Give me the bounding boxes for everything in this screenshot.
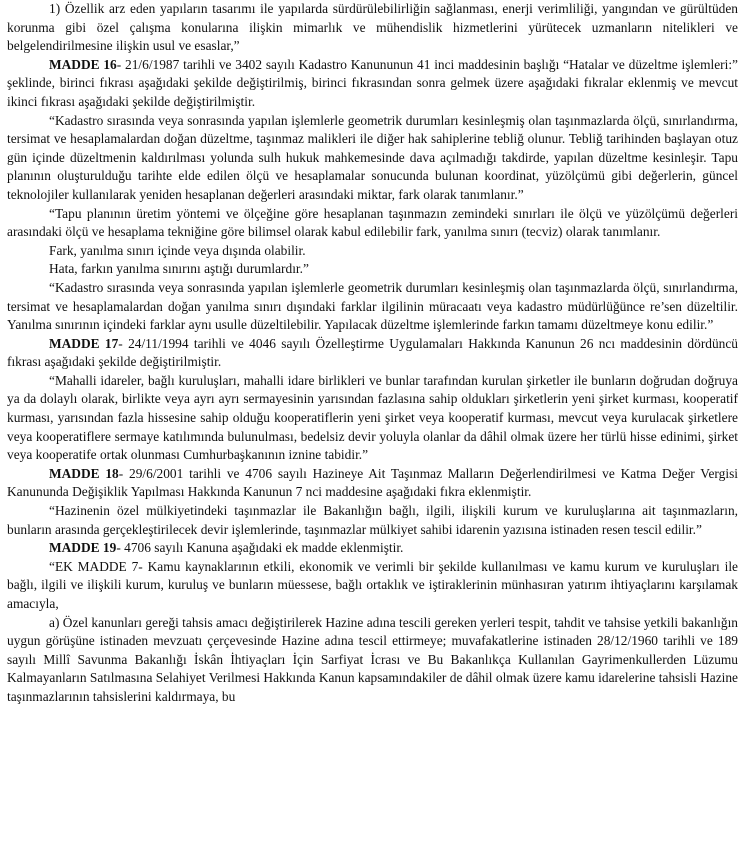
paragraph-text: “Kadastro sırasında veya sonrasında yapılan işlemlerle geometrik durumları kesinleşmiş olan taşınmazlarda ölçü, sınırlandırma, tersimat ve hesaplamalardan doğan düzeltme, taşınmaz malikleri ile diğer hak sahiplerine tebliğ olunur. Tebliğ tarihinden başlayan otuz gün içinde düzeltmenin kaldırılması yolunda sulh hukuk mahkemesinde dava açılmadığı takdirde, yapılan düzeltme kesinleşir. Tapu planının oluşturulduğu tarihte elde edilen ölçü ve hesaplamalar sonucunda bulunan koordinat, yüzölçümü gibi değerlerin, güncel teknolojiler kullanılarak yeniden hesaplanan değerleri arasındaki miktar, fark olarak tanımlanır.” — [7, 112, 738, 202]
paragraph-11 — [7, 502, 738, 539]
article-18 — [7, 465, 738, 502]
paragraph-text: a) Özel kanunları gereği tahsis amacı değiştirilerek Hazine adına tescili gereken yerleri tespit, tahdit ve tahsise yetkili bakanlığın uygun görüşüne istinaden mevzuatı çerçevesinde Hazine adına tescil ettirmeye; muvafakatlerine istinaden 28/12/1960 tarihli ve 189 sayılı Millî Savunma Bakanlığı İskân İhtiyaçları İçin Sarfiyat İcrası ve Bu Bakanlıkça Kullanılan Gayrimenkullerden Lüzumu Kalmayanların Satılmasına Selahiyet Verilmesi Hakkında Kanun kapsamındakiler de dâhil olmak üzere kamu idarelerine tahsisli Hazine taşınmazlarının tahsislerini kaldırmaya, bu — [7, 614, 738, 704]
paragraph-9 — [7, 372, 738, 465]
article-heading: MADDE 16 — [49, 56, 117, 72]
article-17 — [7, 335, 738, 372]
article-heading: MADDE 17 — [49, 335, 119, 351]
paragraph-text: 1) Özellik arz eden yapıların tasarımı ile yapılarda sürdürülebilirliğin sağlanması, enerji verimliliği, yangından ve gürültüden korunma gibi özel çalışma konularına ilişkin mimarlık ve mühendislik hizmetlerini yürütecek uzmanların nitelikleri ve belgelendirilmesine ilişkin usul ve esaslar,” — [7, 1, 738, 54]
paragraph-4 — [7, 205, 738, 242]
paragraph-text: “Tapu planının üretim yöntemi ve ölçeğine göre hesaplanan taşınmazın zemindeki sınırları ile ölçü ve yüzölçümü değerleri arasındaki ölçü ve hesaplama tekniğine göre bilimsel olarak kabul edilebilir fark, yanılma sınırı (tecviz) olarak tanımlanır. — [7, 205, 738, 240]
paragraph-text: Fark, yanılma sınırı içinde veya dışında olabilir. — [49, 242, 306, 258]
paragraph-14 — [7, 614, 738, 707]
paragraph-text: “EK MADDE 7- Kamu kaynaklarının etkili, ekonomik ve verimli bir şekilde kullanılması ve kamu kurum ve kuruluşları ile bağlı, ilgili ve ilişkili kurum, kuruluş ve bunların müessese, bağlı ortaklık ve iştiraklerinin münhasıran yatırım ihtiyaçlarını karşılamak amacıyla, — [7, 558, 738, 611]
article-heading: MADDE 19 — [49, 540, 117, 556]
paragraph-text: - 29/6/2001 tarihli ve 4706 sayılı Hazineye Ait Taşınmaz Malların Değerlendirilmesi ve Katma Değer Vergisi Kanununda Değişiklik Yapılması Hakkında Kanunun 7 nci maddesine aşağıdaki fıkra eklenmiştir. — [7, 465, 739, 500]
paragraph-5 — [7, 242, 738, 261]
paragraph-text: - 21/6/1987 tarihli ve 3402 sayılı Kadastro Kanununun 41 inci maddesinin başlığı “Hatalar ve düzeltme işlemleri:” şeklinde, birinci fıkrası aşağıdaki şekilde değiştirilmiş, birinci fıkrasından sonra gelmek üzere aşağıdaki fıkralar eklenmiş ve mevcut ikinci fıkrası aşağıdaki şekilde değiştirilmiştir. — [7, 56, 738, 109]
article-19 — [7, 539, 738, 558]
paragraph-text: - 24/11/1994 tarihli ve 4046 sayılı Özelleştirme Uygulamaları Hakkında Kanunun 26 ncı maddesinin dördüncü fıkrası aşağıdaki şekilde değiştirilmiştir. — [7, 335, 738, 370]
paragraph-13 — [7, 558, 738, 614]
paragraph-text: - 4706 sayılı Kanuna aşağıdaki ek madde eklenmiştir. — [116, 540, 404, 556]
paragraph-text: Hata, farkın yanılma sınırını aştığı durumlardır.” — [49, 261, 309, 277]
article-16 — [7, 56, 738, 112]
paragraph-text: “Kadastro sırasında veya sonrasında yapılan işlemlerle geometrik durumları kesinleşmiş olan taşınmazlarda ölçü, sınırlandırma, tersimat ve hesaplamalardan doğan yanılma sınırı dışındaki farklar ilgilinin müracaatı veya kadastro müdürlüğünce re’sen düzeltilir. Yanılma sınırının içindeki farklar aynı usulle düzeltilebilir. Yapılacak düzeltme işlemlerinde farkın tamamı düzeltmeye konu edilir.” — [7, 279, 738, 333]
paragraph-7 — [7, 279, 738, 335]
paragraph-text: “Hazinenin özel mülkiyetindeki taşınmazlar ile Bakanlığın bağlı, ilgili, ilişkili kurum ve kuruluşlarına ait taşınmazların, bunların arasında gerçekleştirilecek devir işlemlerinde, taşınmazlar mülkiyet sahibi idarenin yazısına istinaden resen tescil edilir.” — [7, 503, 738, 537]
paragraph-text: “Mahalli idareler, bağlı kuruluşları, mahalli idare birlikleri ve bunlar tarafından kurulan şirketler ile bunların doğrudan doğruya ya da dolaylı olarak, birlikte veya ayrı ayrı sermayesinin yarısından fazlasına sahip oldukları şirketlerin yeni şirket kurması, kooperatif kurması, yarısından fazla hissesine sahip olduğu kooperatiflerin yeni şirket veya kooperatif kurması, mevcut veya kurulacak şirketlere veya kooperatiflere sermaye katılımında bulunulması, bedelsiz devir yoluyla olanlar da dâhil olmak üzere her türlü hisse edinimi, şirket veya kooperatife ortak olunması Cumhurbaşkanının iznine tabidir.” — [7, 372, 738, 463]
paragraph-6 — [7, 260, 738, 279]
paragraph-1 — [7, 0, 738, 56]
article-heading: MADDE 18 — [49, 465, 119, 481]
paragraph-3 — [7, 112, 738, 205]
